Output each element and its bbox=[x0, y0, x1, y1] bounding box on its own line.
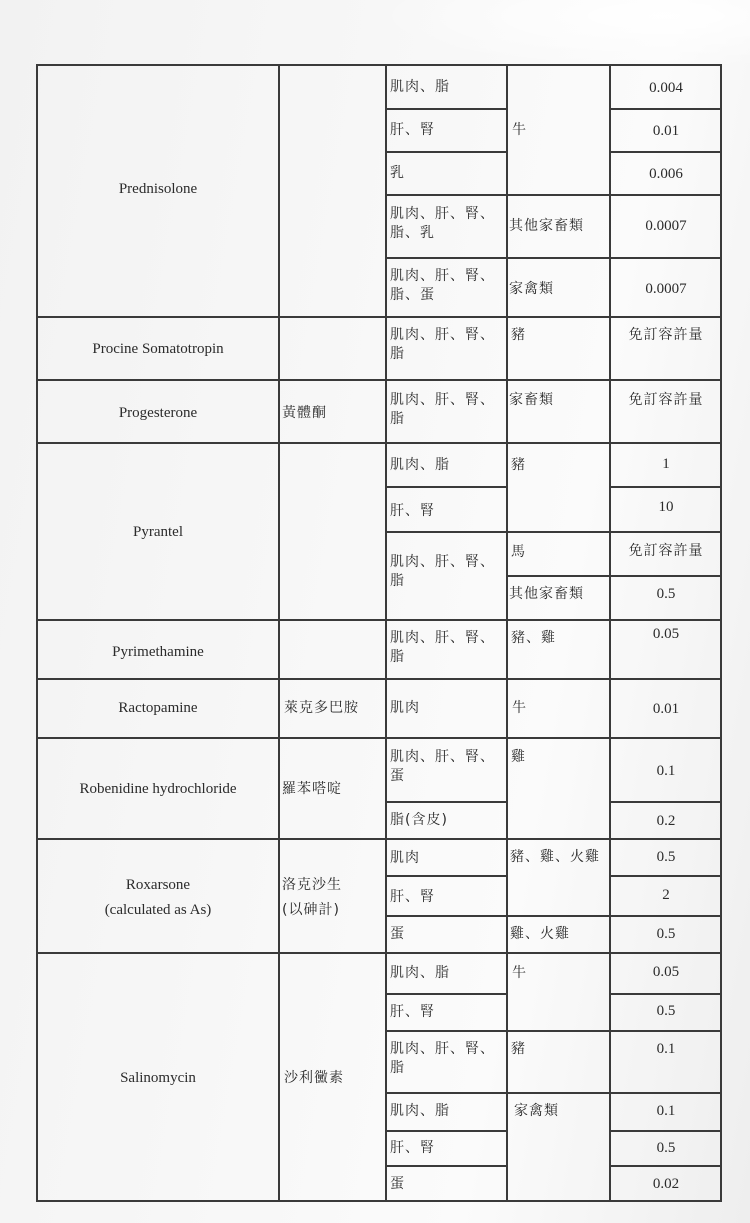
drug-name-pyrimethamine: Pyrimethamine bbox=[112, 644, 204, 660]
row-divider bbox=[36, 678, 721, 680]
tissue-cell: 肝、腎 bbox=[390, 1140, 435, 1156]
limit-cell: 0.5 bbox=[656, 849, 676, 865]
cell-divider bbox=[609, 108, 721, 110]
limit-cell: 0.05 bbox=[652, 626, 680, 642]
cell-divider bbox=[385, 1165, 506, 1167]
tissue-cell: 肌肉、肝、腎、蛋 bbox=[390, 749, 495, 784]
species-cell: 雞、火雞 bbox=[510, 926, 570, 942]
chinese-name: 萊克多巴胺 bbox=[284, 700, 359, 716]
limit-cell: 免訂容許量 bbox=[628, 543, 704, 559]
cell-divider bbox=[385, 194, 721, 196]
cell-divider bbox=[609, 993, 721, 995]
drug-name-prednisolone: Prednisolone bbox=[118, 181, 198, 197]
drug-name-pyrantel: Pyrantel bbox=[133, 524, 183, 540]
limit-cell: 免訂容許量 bbox=[628, 392, 704, 408]
limit-cell: 0.02 bbox=[652, 1176, 680, 1192]
chinese-name-note: (以砷計) bbox=[282, 902, 340, 918]
tissue-cell: 肌肉、脂 bbox=[390, 1103, 450, 1119]
species-cell: 家禽類 bbox=[514, 1103, 559, 1119]
cell-divider bbox=[385, 1130, 506, 1132]
species-cell: 雞 bbox=[511, 749, 526, 765]
limit-cell: 0.004 bbox=[649, 80, 683, 96]
species-cell: 其他家畜類 bbox=[509, 218, 584, 234]
row-divider bbox=[36, 737, 721, 739]
limit-cell: 10 bbox=[658, 499, 674, 515]
tissue-cell: 肌肉、脂 bbox=[390, 79, 450, 95]
limit-cell: 0.01 bbox=[652, 123, 680, 139]
tissue-cell: 肌肉、肝、腎、脂、乳 bbox=[390, 206, 495, 241]
tissue-cell: 乳 bbox=[390, 165, 405, 181]
species-cell: 豬 bbox=[511, 327, 526, 343]
cell-divider bbox=[385, 915, 721, 917]
drug-name-roxarsone: Roxarsone bbox=[125, 877, 191, 893]
species-cell: 牛 bbox=[512, 700, 527, 716]
cell-divider bbox=[609, 875, 721, 877]
limit-cell: 0.1 bbox=[656, 1103, 676, 1119]
limit-cell: 0.05 bbox=[652, 964, 680, 980]
tissue-cell: 肌肉、肝、腎、脂 bbox=[390, 1041, 495, 1076]
species-cell: 馬 bbox=[511, 544, 526, 560]
tissue-cell: 肌肉、脂 bbox=[390, 457, 450, 473]
drug-name-procine: Procine Somatotropin bbox=[92, 341, 224, 357]
cell-divider bbox=[385, 1030, 721, 1032]
limit-cell: 1 bbox=[662, 456, 670, 472]
tissue-cell: 肌肉、肝、腎、脂 bbox=[390, 554, 495, 589]
cell-divider bbox=[385, 801, 506, 803]
tissue-cell: 肝、腎 bbox=[390, 889, 435, 905]
species-cell: 牛 bbox=[512, 122, 527, 138]
cell-divider bbox=[609, 1165, 721, 1167]
cell-divider bbox=[506, 575, 721, 577]
chinese-name: 黃體酮 bbox=[282, 405, 327, 421]
limit-cell: 0.5 bbox=[656, 586, 676, 602]
tissue-cell: 肌肉、肝、腎、脂、蛋 bbox=[390, 268, 495, 303]
limit-cell: 2 bbox=[662, 887, 670, 903]
row-divider bbox=[36, 952, 721, 954]
table-border-top bbox=[36, 64, 721, 66]
tissue-cell: 肝、腎 bbox=[390, 1004, 435, 1020]
row-divider bbox=[36, 379, 721, 381]
cell-divider bbox=[609, 1130, 721, 1132]
drug-name-progesterone: Progesterone bbox=[118, 405, 198, 421]
drug-name-roxarsone-note: (calculated as As) bbox=[104, 902, 212, 918]
row-divider bbox=[36, 619, 721, 621]
cell-divider bbox=[385, 257, 721, 259]
table-border-bottom bbox=[36, 1200, 721, 1202]
row-divider bbox=[36, 442, 721, 444]
limit-cell: 0.01 bbox=[652, 701, 680, 717]
limit-cell: 0.0007 bbox=[645, 281, 687, 297]
cell-divider bbox=[385, 531, 721, 533]
row-divider bbox=[36, 838, 721, 840]
chinese-name: 沙利黴素 bbox=[284, 1070, 344, 1086]
species-cell: 豬、雞、火雞 bbox=[510, 849, 600, 865]
cell-divider bbox=[385, 108, 506, 110]
species-cell: 家畜類 bbox=[509, 392, 554, 408]
limit-cell: 0.5 bbox=[656, 926, 676, 942]
chinese-name: 羅苯嗒啶 bbox=[282, 781, 342, 797]
species-cell: 牛 bbox=[512, 965, 527, 981]
chinese-name: 洛克沙生 bbox=[282, 877, 342, 893]
species-cell: 家禽類 bbox=[509, 281, 554, 297]
limit-cell: 0.1 bbox=[656, 763, 676, 779]
tissue-cell: 肌肉、肝、腎、脂 bbox=[390, 392, 495, 427]
scan-glare bbox=[370, 0, 750, 70]
cell-divider bbox=[385, 993, 506, 995]
drug-name-ractopamine: Ractopamine bbox=[118, 700, 198, 716]
tissue-cell: 肌肉、肝、腎、脂 bbox=[390, 327, 495, 362]
limit-cell: 0.5 bbox=[656, 1140, 676, 1156]
tissue-cell: 肌肉 bbox=[390, 850, 420, 866]
tissue-cell: 蛋 bbox=[390, 926, 405, 942]
tissue-cell: 蛋 bbox=[390, 1176, 405, 1192]
cell-divider bbox=[609, 151, 721, 153]
limit-cell: 0.5 bbox=[656, 1003, 676, 1019]
cell-divider bbox=[609, 486, 721, 488]
limit-cell: 0.1 bbox=[656, 1041, 676, 1057]
cell-divider bbox=[385, 1092, 721, 1094]
tissue-cell: 肌肉、肝、腎、脂 bbox=[390, 630, 495, 665]
cell-divider bbox=[609, 801, 721, 803]
table-border-left bbox=[36, 64, 38, 1202]
tissue-cell: 肌肉、脂 bbox=[390, 965, 450, 981]
tissue-cell: 肌肉 bbox=[390, 700, 420, 716]
tissue-cell: 脂(含皮) bbox=[390, 812, 448, 828]
limit-cell: 免訂容許量 bbox=[628, 327, 704, 343]
cell-divider bbox=[385, 486, 506, 488]
tissue-cell: 肝、腎 bbox=[390, 503, 435, 519]
row-divider bbox=[36, 316, 721, 318]
col-divider-1 bbox=[278, 64, 280, 1202]
species-cell: 豬 bbox=[511, 1041, 526, 1057]
cell-divider bbox=[385, 151, 506, 153]
limit-cell: 0.2 bbox=[656, 813, 676, 829]
limit-cell: 0.006 bbox=[649, 166, 683, 182]
limit-cell: 0.0007 bbox=[645, 218, 687, 234]
drug-name-salinomycin: Salinomycin bbox=[120, 1070, 196, 1086]
drug-name-robenidine: Robenidine hydrochloride bbox=[79, 781, 237, 797]
species-cell: 豬 bbox=[511, 457, 526, 473]
tissue-cell: 肝、腎 bbox=[390, 122, 435, 138]
cell-divider bbox=[385, 875, 506, 877]
species-cell: 豬、雞 bbox=[511, 630, 556, 646]
species-cell: 其他家畜類 bbox=[509, 586, 584, 602]
